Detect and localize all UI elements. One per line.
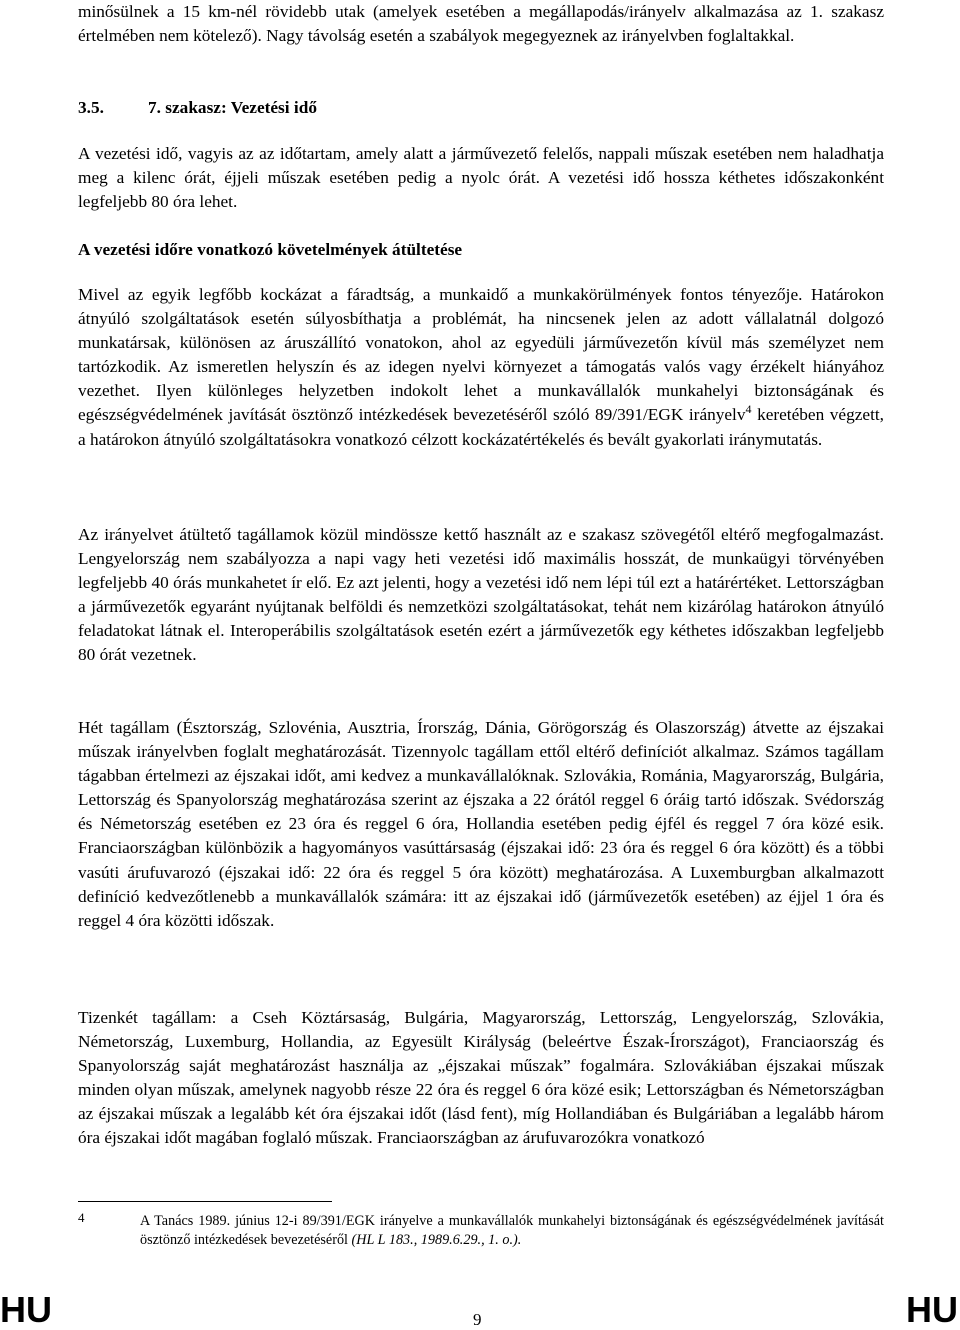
footnote-separator (78, 1201, 332, 1202)
footnote (78, 1212, 884, 1250)
footer-language-right: HU (906, 1289, 958, 1330)
page-number: 9 (473, 1310, 482, 1329)
section-number: 3.5. (78, 98, 104, 117)
footnote-body (140, 1212, 884, 1250)
subheading: A vezetési időre vonatkozó követelmények átültetése (78, 240, 463, 259)
paragraph-fatigue-text: Mivel az egyik legfőbb kockázat a fáradtság, a munkaidő a munkakörülmények fontos tényezője. Határokon átnyúló szolgáltatások esetén súlyosbíthatja a problémát, ha nincsenek jelen az adott vállalatnál dolgozó munkatársak, különösen az áruszállító vonatokon, ahol az egyedüli járművezetőn kívül más személyzet nem tartózkodik. Az ismeretlen helyszín és az idegen nyelvi környezet a támogatás valós vagy érzékelt hiányához vezethet. Ilyen különleges helyzetben indokolt lehet a munkavállalók munkahelyi biztonságának és egészségvédelmének javítását ösztönző intézkedések bevezetéséről szóló 89/391/EGK irányelv (78, 285, 884, 425)
paragraph-transposition: Az irányelvet átültető tagállamok közül mindössze kettő használt az e szakasz szövegétől eltérő megfogalmazást. Lengyelország nem szabályozza a napi vagy heti vezetési idő maximális hosszát, de munkaügyi törvényében legfeljebb 40 órás munkahetet ír elő. Ez azt jelenti, hogy a vezetési idő nem lépi túl ezt a határértéket. Lettországban a járművezetők egyaránt nyújtanak belföldi és nemzetközi szolgáltatásokat, tehát nem kizárólag határokon átnyúló feladatokat látnak el. Interoperábilis szolgáltatások esetén ezért a járművezetők egy kéthetes időszakban legfeljebb 80 órát vezetnek. (78, 525, 884, 665)
paragraph-night-shift: Hét tagállam (Észtország, Szlovénia, Ausztria, Írország, Dánia, Görögország és Olaszország) átvette az éjszakai műszak irányelvben foglalt meghatározását. Tizennyolc tagállam ettől eltérő definíciót alkalmaz. Számos tagállam tágabban értelmezi az éjszakai időt, ami kedvez a munkavállalóknak. Szlovákia, Románia, Magyarország, Bulgária, Lettország és Spanyolország meghatározása szerint az éjszaka a 22 órától reggel 6 óráig tartó időszak. Svédország és Németország esetében ez 23 óra és reggel 6 óra, Hollandia esetében pedig éjfél és reggel 7 óra közé esik. Franciaországban különbözik a hagyományos vasúttársaság (éjszakai idő: 23 óra és reggel 6 óra között) és a többi vasúti árufuvarozó (éjszakai idő: 22 óra és reggel 5 óra között) meghatározása. A Luxemburgban alkalmazott definíció kedvezőtlenebb a munkavállalók számára: itt az éjszakai idő (járművezetők esetében) az éjjel 1 óra és reggel 4 óra közötti időszak. (78, 718, 884, 930)
paragraph-member-states: Tizenkét tagállam: a Cseh Köztársaság, Bulgária, Magyarország, Lettország, Lengyelország, Szlovákia, Németország, Luxemburg, Hollandia, az Egyesült Királyság (beleértve Észak-Írországot), Franciaország és Spanyolország saját meghatározást használja az „éjszakai műszak” fogalmára. Szlovákiában éjszakai műszak minden olyan műszak, amelynek nagyobb része 22 óra és reggel 6 óra közé esik; Lettországban és Németországban az éjszakai műszak a legalább két óra éjszakai időt (lásd fent), míg Hollandiában és Bulgáriában a legalább három óra éjszakai időt magában foglaló műszak. Franciaországban az árufuvarozókra vonatkozó (78, 1008, 884, 1148)
footnote-mark: 4 (78, 1210, 85, 1225)
paragraph-driving-time: A vezetési idő, vagyis az az időtartam, amely alatt a járművezető felelős, nappali műszak esetében nem haladhatja meg a kilenc órát, éjjeli műszak esetében pedig a nyolc órát. A vezetési idő hossza kéthetes időszakonként legfeljebb 80 óra lehet. (78, 144, 884, 212)
footer-language-left: HU (0, 1289, 52, 1330)
section-title: 7. szakasz: Vezetési idő (148, 98, 317, 117)
section-heading (78, 96, 317, 120)
top-paragraph: minősülnek a 15 km-nél rövidebb utak (amelyek esetében a megállapodás/irányelv alkalmazása az 1. szakasz értelmében nem kötelező). Nagy távolság esetén a szabályok megegyeznek az irányelvben foglaltakkal. (78, 2, 884, 46)
footnote-text: A Tanács 1989. június 12-i 89/391/EGK irányelve a munkavállalók munkahelyi biztonságának és egészségvédelmének javítását ösztönző intézkedések bevezetéséről (140, 1213, 884, 1248)
footnote-citation: (HL L 183., 1989.6.29., 1. o.). (351, 1232, 522, 1248)
paragraph-fatigue (78, 283, 884, 452)
paragraph-fatigue-text-end: keretében végzett, a határokon átnyúló szolgáltatásokra vonatkozó célzott kockázatértékelés és bevált gyakorlati iránymutatás. (78, 405, 885, 449)
footnote-reference[interactable]: 4 (745, 402, 752, 417)
